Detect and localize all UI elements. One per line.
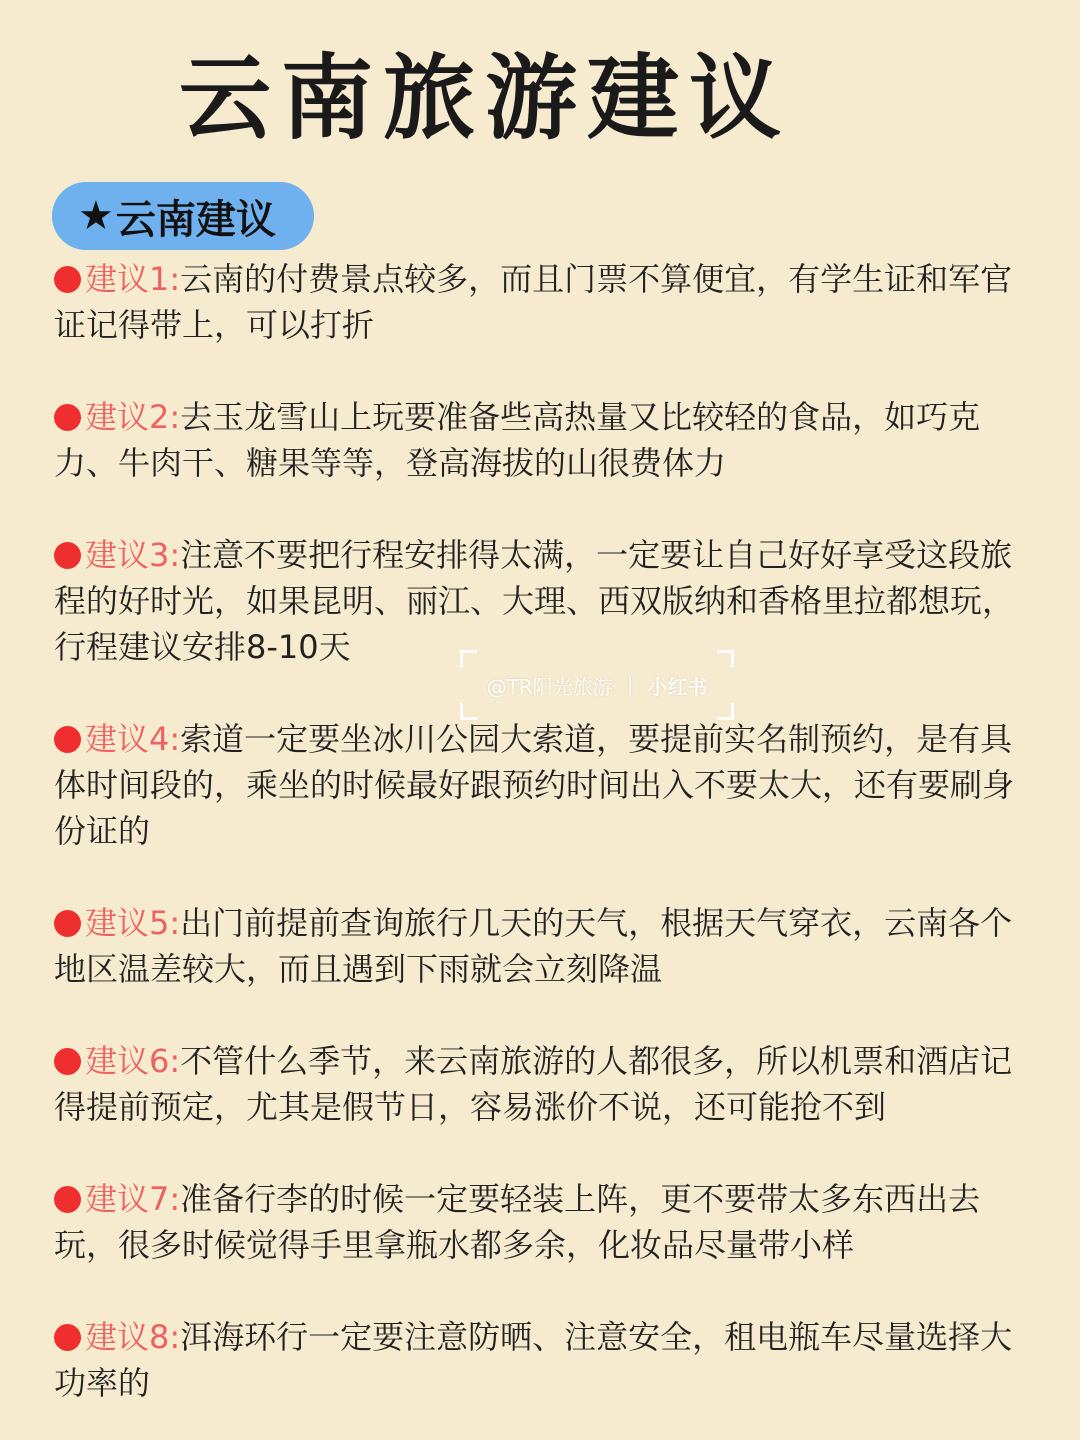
watermark — [460, 650, 734, 720]
tip-text: 索道一定要坐冰川公园大索道，要提前实名制预约，是有具体时间段的，乘坐的时候最好跟预约时间出入不要太大，还有要刷身份证的 — [54, 720, 1015, 850]
red-dot-icon — [54, 404, 81, 431]
tip-item-3: 建议3:注意不要把行程安排得太满，一定要让自己好好享受这段旅程的好时光，如果昆明、丽江、大理、西双版纳和香格里拉都想玩，行程建议安排8-10天 — [54, 536, 1015, 666]
tip-label: 建议8 — [85, 1318, 170, 1356]
tip-label: 建议7 — [85, 1180, 170, 1218]
section-badge — [52, 182, 314, 250]
tip-label: 建议3 — [85, 536, 170, 574]
tip-text: 不管什么季节，来云南旅游的人都很多，所以机票和酒店记得提前预定，尤其是假节日，容易涨价不说，还可能抢不到 — [54, 1042, 1013, 1126]
tip-item-1: 建议1:云南的付费景点较多，而且门票不算便宜，有学生证和军官证记得带上，可以打折 — [54, 260, 1013, 344]
tip-item-7: 建议7:准备行李的时候一定要轻装上阵，更不要带太多东西出去玩，很多时候觉得手里拿瓶水都多余，化妆品尽量带小样 — [54, 1180, 981, 1264]
tip-text: 云南的付费景点较多，而且门票不算便宜，有学生证和军官证记得带上，可以打折 — [54, 260, 1013, 344]
tip-label: 建议5 — [85, 904, 170, 942]
watermark-handle: @TR阳光旅游 — [486, 674, 613, 699]
red-dot-icon — [54, 542, 81, 569]
section-badge-label: 云南建议 — [115, 196, 276, 243]
tip-item-2: 建议2:去玉龙雪山上玩要准备些高热量又比较轻的食品，如巧克力、牛肉干、糖果等等，登高海拔的山很费体力 — [54, 398, 981, 482]
tip-item-5: 建议5:出门前提前查询旅行几天的天气，根据天气穿衣，云南各个地区温差较大，而且遇到下雨就会立刻降温 — [54, 904, 1013, 988]
watermark-brand: 小红书 — [647, 674, 708, 699]
tip-text: 洱海环行一定要注意防晒、注意安全，租电瓶车尽量选择大功率的 — [54, 1318, 1013, 1402]
tip-text: 注意不要把行程安排得太满，一定要让自己好好享受这段旅程的好时光，如果昆明、丽江、大理、西双版纳和香格里拉都想玩，行程建议安排8-10天 — [54, 536, 1015, 666]
star-icon: ★ — [78, 193, 114, 239]
red-dot-icon — [54, 910, 81, 937]
tip-item-4: 建议4:索道一定要坐冰川公园大索道，要提前实名制预约，是有具体时间段的，乘坐的时候最好跟预约时间出入不要太大，还有要刷身份证的 — [54, 720, 1015, 850]
tip-label: 建议2 — [85, 398, 170, 436]
page-title: 云南旅游建议 — [178, 45, 791, 152]
red-dot-icon — [54, 726, 81, 753]
tip-label: 建议4 — [85, 720, 170, 758]
watermark-separator: | — [626, 673, 634, 697]
tip-item-6: 建议6:不管什么季节，来云南旅游的人都很多，所以机票和酒店记得提前预定，尤其是假节日，容易涨价不说，还可能抢不到 — [54, 1042, 1013, 1126]
tip-text: 出门前提前查询旅行几天的天气，根据天气穿衣，云南各个地区温差较大，而且遇到下雨就会立刻降温 — [54, 904, 1013, 988]
red-dot-icon — [54, 1048, 81, 1075]
red-dot-icon — [54, 266, 81, 293]
tip-label: 建议6 — [85, 1042, 170, 1080]
red-dot-icon — [54, 1324, 81, 1351]
tip-item-8: 建议8:洱海环行一定要注意防晒、注意安全，租电瓶车尽量选择大功率的 — [54, 1318, 1013, 1402]
tip-text: 去玉龙雪山上玩要准备些高热量又比较轻的食品，如巧克力、牛肉干、糖果等等，登高海拔的山很费体力 — [54, 398, 981, 482]
red-dot-icon — [54, 1186, 81, 1213]
tip-text: 准备行李的时候一定要轻装上阵，更不要带太多东西出去玩，很多时候觉得手里拿瓶水都多余，化妆品尽量带小样 — [54, 1180, 981, 1264]
tip-label: 建议1 — [85, 260, 170, 298]
